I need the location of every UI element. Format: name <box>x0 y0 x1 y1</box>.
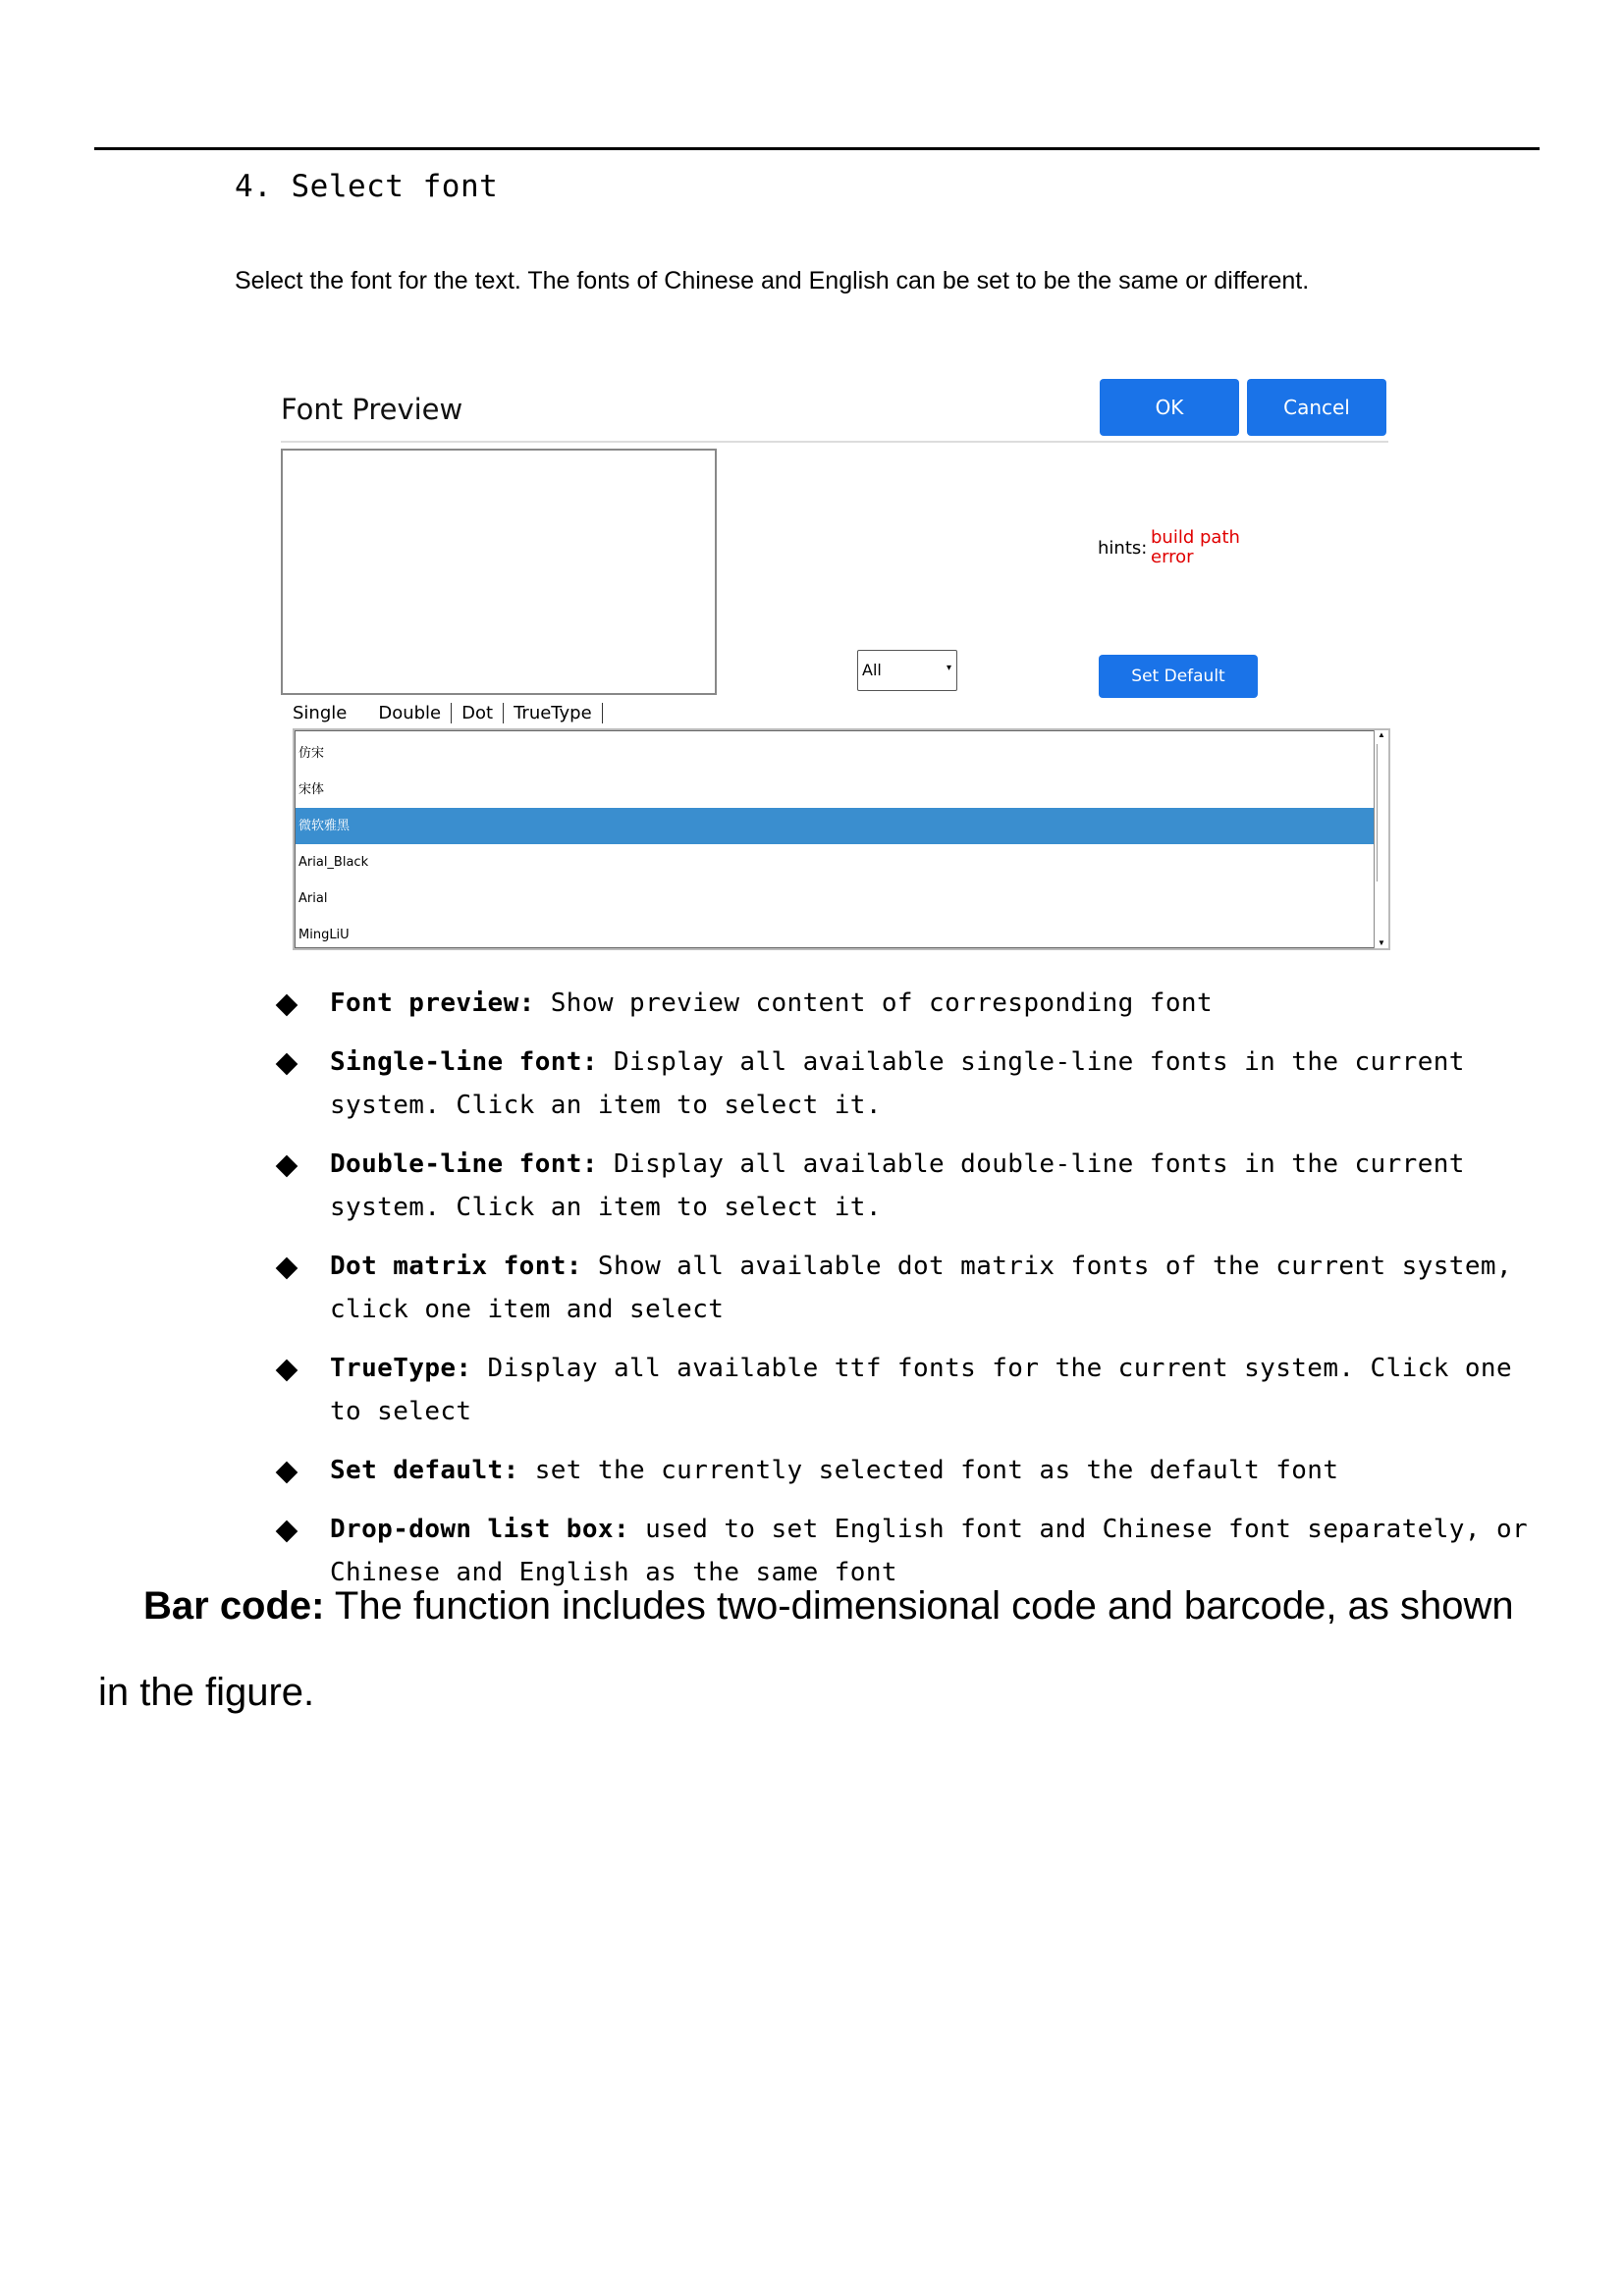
bullet-term: Drop-down list box: <box>330 1515 630 1544</box>
hints-message-line2: error <box>1151 547 1194 567</box>
barcode-text: The function includes two-dimensional code and barcode, as shown in the figure. <box>98 1584 1514 1714</box>
bullet-term: Single-line font: <box>330 1047 598 1077</box>
list-item[interactable]: 仿宋 <box>298 746 325 761</box>
font-preview-dialog <box>281 371 1390 950</box>
feature-list <box>275 982 1542 1610</box>
tab-dot[interactable]: Dot <box>452 703 504 723</box>
tab-double[interactable]: Double <box>368 703 452 723</box>
scroll-down-icon[interactable]: ▼ <box>1378 938 1385 947</box>
list-item <box>275 1449 1542 1492</box>
bullet-text: used to set English font and Chinese font separately, or Chinese and English as the same font <box>330 1515 1529 1587</box>
bullet-term: Font preview: <box>330 988 535 1018</box>
barcode-paragraph <box>98 1563 1542 1735</box>
font-list[interactable] <box>293 728 1390 950</box>
cancel-button[interactable]: Cancel <box>1247 379 1386 436</box>
chevron-down-icon: ▾ <box>946 663 951 673</box>
diamond-bullet-icon <box>276 994 298 1017</box>
bullet-term: Dot matrix font: <box>330 1252 582 1281</box>
section-title: 4. Select font <box>235 169 499 204</box>
bullet-text: Display all available ttf fonts for the current system. Click one to select <box>330 1354 1513 1426</box>
bullet-term: Set default: <box>330 1456 519 1485</box>
diamond-bullet-icon <box>276 1521 298 1543</box>
hints-label: hints: <box>1098 538 1148 559</box>
list-item[interactable]: Arial <box>298 891 328 906</box>
scroll-up-icon[interactable]: ▲ <box>1378 730 1385 739</box>
ok-button[interactable]: OK <box>1100 379 1239 436</box>
scroll-thumb[interactable] <box>1377 744 1385 881</box>
dropdown-value: All <box>862 661 882 679</box>
list-item[interactable]: Arial_Black <box>298 855 369 870</box>
diamond-bullet-icon <box>276 1155 298 1178</box>
bullet-term: TrueType: <box>330 1354 472 1383</box>
font-preview-area <box>281 449 717 695</box>
dialog-title: Font Preview <box>281 393 463 426</box>
font-type-tabs <box>293 703 603 723</box>
list-item <box>275 982 1542 1025</box>
list-item[interactable]: 宋体 <box>298 782 325 797</box>
dialog-divider <box>281 441 1388 443</box>
list-item <box>275 1041 1542 1127</box>
bullet-text: Display all available double-line fonts in the current system. Click an item to select it. <box>330 1149 1465 1222</box>
hints-message <box>1151 528 1240 567</box>
list-item[interactable]: MingLiU <box>298 928 350 942</box>
bullet-text: Show all available dot matrix fonts of the current system, click one item and select <box>330 1252 1513 1324</box>
list-scrollbar[interactable] <box>1374 730 1388 948</box>
list-item <box>275 1347 1542 1433</box>
set-default-button[interactable]: Set Default <box>1099 655 1258 698</box>
hints-message-line1: build path <box>1151 527 1240 548</box>
font-list-viewport <box>295 730 1375 948</box>
list-item-selected[interactable]: 微软雅黑 <box>296 808 1374 844</box>
bullet-text: Show preview content of corresponding font <box>534 988 1213 1018</box>
bullet-text: set the currently selected font as the default font <box>518 1456 1339 1485</box>
diamond-bullet-icon <box>276 1053 298 1076</box>
diamond-bullet-icon <box>276 1462 298 1484</box>
list-item <box>275 1245 1542 1331</box>
tab-single[interactable]: Single <box>293 703 348 723</box>
diamond-bullet-icon <box>276 1360 298 1382</box>
bullet-text: Display all available single-line fonts in the current system. Click an item to select it. <box>330 1047 1465 1120</box>
bullet-term: Double-line font: <box>330 1149 598 1179</box>
tab-truetype[interactable]: TrueType <box>504 703 603 723</box>
list-item <box>275 1143 1542 1229</box>
language-dropdown[interactable] <box>857 650 957 691</box>
diamond-bullet-icon <box>276 1257 298 1280</box>
top-rule <box>94 147 1540 150</box>
intro-paragraph: Select the font for the text. The fonts of Chinese and English can be set to be the same or different. <box>235 267 1310 294</box>
barcode-term: Bar code: <box>143 1584 325 1628</box>
